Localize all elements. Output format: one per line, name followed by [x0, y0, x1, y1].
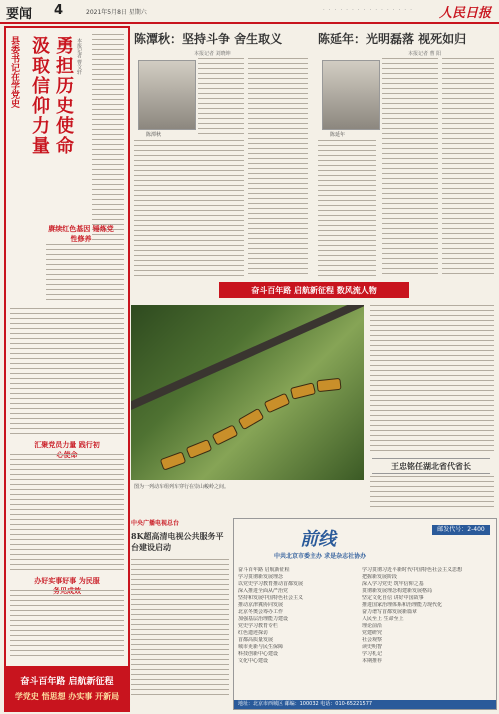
left-column-article[interactable] — [4, 26, 130, 712]
contents-item: 党史学习教育专栏 — [238, 623, 279, 629]
contents-item: 理论前沿 — [362, 623, 383, 629]
body-text — [248, 58, 308, 280]
train-car — [238, 408, 265, 430]
contents-item: 推动京津冀协同发展 — [238, 602, 284, 608]
body-text — [318, 140, 376, 280]
body-text — [10, 590, 124, 660]
lower-article[interactable] — [131, 518, 229, 699]
right-box-title[interactable]: 王忠铭任湖北省代省长 — [372, 458, 490, 474]
promo-line-2: 学党史 悟思想 办实事 开新局 — [14, 691, 120, 701]
body-text — [134, 140, 244, 280]
postal-code-tag: 邮发代号：2-400 — [432, 525, 490, 535]
magazine-logo: 前线 — [300, 529, 336, 550]
contents-item: 人民至上 生命至上 — [362, 616, 404, 622]
train-car — [160, 451, 187, 470]
contents-item: 奋力谱写首都发展新篇章 — [362, 609, 418, 615]
subhead-3: 办好实事好事 为民服 — [34, 576, 100, 585]
portrait-photo — [322, 60, 380, 130]
page-number: 4 — [54, 3, 64, 18]
body-text — [370, 476, 494, 512]
body-text — [10, 454, 124, 574]
magazine-subtitle: 中共北京市委主办 求是杂志社协办 — [274, 553, 367, 560]
column-kicker: 县委书记在学党史 — [9, 36, 19, 108]
portrait-caption: 陈延年 — [330, 132, 346, 138]
contents-item: 党建研究 — [362, 630, 383, 636]
train-car — [290, 382, 316, 399]
portrait-caption: 陈潭秋 — [146, 132, 162, 138]
railway-track — [131, 305, 364, 423]
contents-list-left — [238, 567, 358, 665]
body-text — [46, 244, 124, 304]
series-banner[interactable]: 奋斗百年路 启航新征程 数风流人物 — [219, 282, 409, 298]
contents-item: 学习贯彻习近平新时代中国特色社会主义思想 — [362, 567, 463, 573]
contents-item: 贯彻新发展理念构建新发展格局 — [362, 588, 433, 594]
contents-item: 奋斗百年路 启航新征程 — [238, 567, 290, 573]
body-text — [92, 34, 124, 244]
body-text — [131, 559, 229, 699]
feature-byline: 本报记者 刘晓坤 — [194, 51, 231, 57]
portrait-photo — [138, 60, 196, 130]
contents-item: 学习贯彻新发展理念 — [238, 574, 284, 580]
photo-caption: 图为一列动车组列车穿行在崇山峻岭之间。 — [134, 484, 230, 490]
feature-byline: 本报记者 曹 阳 — [408, 51, 442, 57]
headline-2: 勇担历史使命 — [53, 36, 74, 156]
header-divider: · · · · · · · · · · · · · · · · — [322, 7, 413, 14]
feature-title: 陈延年：光明磊落 视死如归 — [318, 32, 467, 46]
contents-item: 坚定文化自信 讲好中国故事 — [362, 595, 424, 601]
contents-item: 文化中心建设 — [238, 658, 269, 664]
body-text — [442, 58, 494, 280]
contents-item: 首都高质量发展 — [238, 637, 274, 643]
contents-item: 学习札记 — [362, 651, 383, 657]
contents-item: 坚持和发展中国特色社会主义 — [238, 595, 304, 601]
contents-item: 把握新发展阶段 — [362, 574, 398, 580]
contents-item: 北京冬奥会筹办工作 — [238, 609, 284, 615]
contents-item: 加强基层治理能力建设 — [238, 616, 289, 622]
contents-item: 推进国家治理体系和治理能力现代化 — [362, 602, 443, 608]
train-photo — [131, 305, 364, 480]
article-kicker: 中央广播电视总台 — [131, 520, 180, 527]
issue-date: 2021年5月8日 星期六 — [86, 9, 147, 16]
promo-line-1: 奋斗百年路 启航新征程 — [20, 677, 114, 687]
contents-item: 本期推荐 — [362, 658, 383, 664]
headline-1: 汲取信仰力量 — [29, 36, 50, 156]
body-text — [10, 308, 124, 438]
promo-banner[interactable] — [6, 666, 128, 710]
contents-item: 社会观察 — [362, 637, 383, 643]
contents-item: 读史明智 — [362, 644, 383, 650]
magazine-footer: 地址：北京市西城区 邮编：100032 电话：010-65221577 — [234, 700, 496, 709]
body-text — [370, 305, 494, 455]
contents-item: 以党史学习教育推动首都发展 — [238, 581, 304, 587]
section-name: 要闻 — [6, 7, 33, 22]
subhead-2: 汇聚党员力量 践行初 — [34, 440, 100, 449]
train-car — [264, 393, 291, 414]
train-car — [316, 378, 341, 392]
contents-item: 科技创新中心建设 — [238, 651, 279, 657]
train-car — [212, 424, 239, 445]
page-header — [0, 0, 499, 24]
body-text — [198, 58, 244, 138]
contents-item: 深入推进全面从严治党 — [238, 588, 289, 594]
train-car — [186, 439, 213, 459]
contents-list-right — [362, 567, 490, 665]
feature-title: 陈潭秋：坚持斗争 舍生取义 — [134, 32, 283, 46]
contents-item: 深入学习党史 筑牢信仰之基 — [362, 581, 424, 587]
qianxian-magazine-ad[interactable] — [233, 518, 497, 710]
article-title: 8K超高清电视公共服务平台建设启动 — [131, 531, 224, 552]
byline: 本报记者 曹文轩 — [76, 38, 82, 75]
masthead-logo: 人民日报 — [438, 6, 491, 21]
contents-item: 城市更新与民生保障 — [238, 644, 284, 650]
contents-item: 红色遗迹探访 — [238, 630, 269, 636]
body-text — [382, 58, 438, 280]
subhead-1: 赓续红色基因 锤炼党性修养 — [48, 224, 114, 243]
